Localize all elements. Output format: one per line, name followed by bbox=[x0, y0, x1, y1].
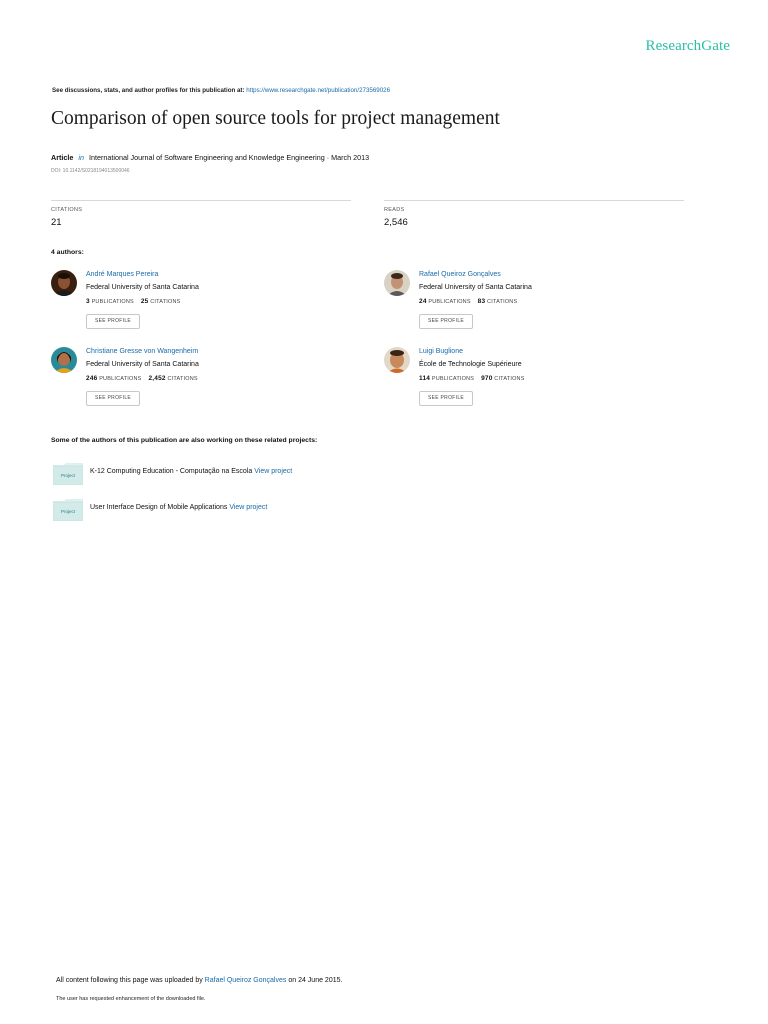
upload-date: on 24 June 2015. bbox=[288, 977, 343, 984]
reads-divider bbox=[384, 200, 684, 201]
citations-label: CITATIONS bbox=[167, 376, 198, 382]
folder-label: Project bbox=[60, 509, 75, 514]
project-text bbox=[90, 468, 292, 475]
publication-meta bbox=[51, 153, 369, 162]
publication-type: Article bbox=[51, 153, 74, 162]
publications-label: PUBLICATIONS bbox=[431, 376, 475, 382]
discussion-text: See discussions, stats, and author profiles for this publication at: bbox=[52, 87, 245, 94]
reads-label: READS bbox=[384, 207, 405, 213]
author-metrics bbox=[86, 375, 198, 382]
citations-count: 21 bbox=[51, 217, 62, 228]
avatar[interactable] bbox=[384, 347, 410, 373]
journal-name: International Journal of Software Engineering and Knowledge Engineering bbox=[88, 153, 325, 162]
see-profile-button[interactable]: SEE PROFILE bbox=[86, 314, 140, 329]
publication-url-link[interactable]: https://www.researchgate.net/publication/273569026 bbox=[246, 87, 391, 94]
enhancement-notice: The user has requested enhancement of the downloaded file. bbox=[56, 996, 206, 1002]
publication-date: · March 2013 bbox=[326, 153, 370, 162]
author-metrics bbox=[419, 298, 517, 305]
author-card bbox=[51, 270, 341, 340]
reads-count: 2,546 bbox=[384, 217, 408, 228]
in-label: in bbox=[78, 153, 84, 162]
see-profile-button[interactable]: SEE PROFILE bbox=[419, 314, 473, 329]
project-text bbox=[90, 504, 267, 511]
citations-count: 970 bbox=[481, 375, 493, 382]
author-name-link[interactable]: Luigi Buglione bbox=[419, 348, 463, 355]
publications-label: PUBLICATIONS bbox=[91, 299, 134, 305]
author-card bbox=[384, 270, 674, 340]
avatar[interactable] bbox=[384, 270, 410, 296]
citations-count: 25 bbox=[140, 298, 149, 305]
citations-divider bbox=[51, 200, 351, 201]
related-projects-heading: Some of the authors of this publication are also working on these related projects: bbox=[51, 437, 318, 444]
view-project-link[interactable]: View project bbox=[229, 504, 268, 511]
author-metrics bbox=[419, 375, 525, 382]
avatar[interactable] bbox=[51, 270, 77, 296]
folder-label: Project bbox=[60, 473, 75, 478]
publications-label: PUBLICATIONS bbox=[99, 376, 142, 382]
author-metrics bbox=[86, 298, 181, 305]
see-profile-button[interactable]: SEE PROFILE bbox=[86, 391, 140, 406]
author-name-link[interactable]: Rafael Queiroz Gonçalves bbox=[419, 271, 501, 278]
doi: DOI: 10.1142/S0218194013500046 bbox=[51, 168, 130, 174]
publications-count: 24 bbox=[419, 298, 427, 305]
project-title: User Interface Design of Mobile Applications bbox=[90, 504, 228, 511]
author-card bbox=[51, 347, 341, 417]
publications-count: 3 bbox=[86, 298, 90, 305]
author-institution: Federal University of Santa Catarina bbox=[86, 361, 199, 368]
publications-count: 246 bbox=[86, 375, 98, 382]
citations-count: 83 bbox=[477, 298, 486, 305]
citations-label: CITATIONS bbox=[150, 299, 181, 305]
avatar[interactable] bbox=[51, 347, 77, 373]
view-project-link[interactable]: View project bbox=[254, 468, 293, 475]
publications-count: 114 bbox=[419, 375, 431, 382]
authors-heading: 4 authors: bbox=[51, 249, 84, 256]
project-title: K-12 Computing Education - Computação na Escola bbox=[90, 468, 253, 475]
author-institution: École de Technologie Supérieure bbox=[419, 361, 522, 368]
upload-notice bbox=[56, 977, 342, 984]
uploader-link[interactable]: Rafael Queiroz Gonçalves bbox=[204, 977, 287, 984]
project-folder-icon bbox=[53, 499, 83, 521]
publication-title: Comparison of open source tools for project management bbox=[51, 108, 500, 129]
publications-label: PUBLICATIONS bbox=[428, 299, 471, 305]
author-name-link[interactable]: André Marques Pereira bbox=[86, 271, 159, 278]
citations-count: 2,452 bbox=[148, 375, 166, 382]
author-institution: Federal University of Santa Catarina bbox=[419, 284, 532, 291]
citations-label: CITATIONS bbox=[487, 299, 518, 305]
project-folder-icon bbox=[53, 463, 83, 485]
citations-label: CITATIONS bbox=[494, 376, 525, 382]
see-profile-button[interactable]: SEE PROFILE bbox=[419, 391, 473, 406]
citations-label: CITATIONS bbox=[51, 207, 83, 213]
author-institution: Federal University of Santa Catarina bbox=[86, 284, 199, 291]
discussion-line bbox=[52, 87, 390, 94]
upload-prefix: All content following this page was uploaded by bbox=[56, 977, 203, 984]
author-name-link[interactable]: Christiane Gresse von Wangenheim bbox=[86, 348, 199, 355]
author-card bbox=[384, 347, 674, 417]
researchgate-logo[interactable]: ResearchGate bbox=[645, 38, 730, 54]
